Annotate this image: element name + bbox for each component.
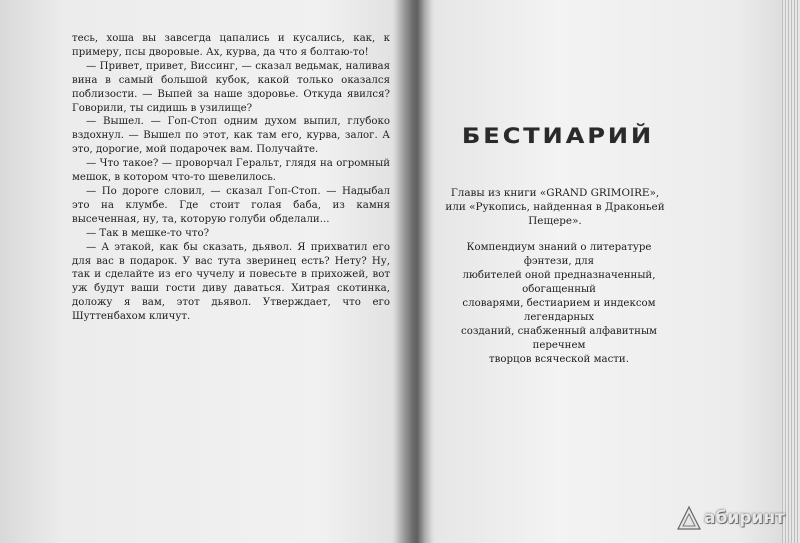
chapter-subtitle: [440, 186, 670, 228]
paragraph: — Так в мешке-то что?: [86, 227, 210, 239]
summary-line: созданий, снабженный алфавитным перечнем: [461, 326, 657, 351]
summary-line: словарями, бестиарием и индексом легендарных: [462, 298, 656, 323]
summary-line: любителей оной предназначенный, обогащенный: [462, 270, 656, 295]
paragraph: — По дороге словил, — сказал Гоп-Стоп. — Надыбал это на клумбе. Где стоит голая баба, из камня высеченная, ну, та, которую голуби обделали...: [72, 185, 390, 225]
page-edges: [782, 0, 800, 543]
labirint-logo-icon: [676, 505, 702, 531]
subtitle-line: или «Рукопись, найденная в Драконьей Пещере».: [445, 201, 665, 227]
summary-line: творцов всяческой масти.: [489, 354, 629, 365]
paragraph: — Вышел. — Гоп-Стоп одним духом выпил, глубоко вздохнул. — Вышел по этот, как там его, курва, залог. А это, дорогие, мой подарочек вам. Получайте.: [72, 116, 390, 156]
labirint-watermark: [676, 503, 796, 533]
summary-line: Компендиум знаний о литературе фэнтези, для: [466, 242, 652, 267]
paragraph: — Что такое? — проворчал Геральт, глядя на огромный мешок, в котором что-то шевелилось.: [72, 158, 390, 184]
left-page-text: [72, 32, 390, 324]
book-gutter: [395, 0, 435, 543]
chapter-summary: [446, 241, 672, 367]
paragraph: — Привет, привет, Виссинг, — сказал ведьмак, наливая вина в самый большой кубок, какой только оказался поблизости. — Выпей за наше здоровье. Откуда явился? Говорили, ты сидишь в узилище?: [72, 60, 390, 114]
paragraph: — А этакой, как бы сказать, дьявол. Я прихватил его для вас в подарок. У вас тута зверинец есть? Нету? Ну, так и сделайте из его чучелу и повесьте в прихожей, вот уж будут ваши гости диву даваться. Хитрая скотинка, доложу я вам, этот дьявол. Утверждает, что его Шуттенбахом кличут.: [72, 241, 390, 323]
chapter-title: БЕСТИАРИЙ: [462, 123, 655, 149]
watermark-text: абиринт: [704, 508, 785, 528]
paragraph: тесь, хоша вы завсегда цапались и кусались, как, к примеру, псы дворовые. Ах, курва, да что я болтаю-то!: [72, 33, 390, 58]
subtitle-line: Главы из книги «GRAND GRIMOIRE»,: [450, 187, 660, 199]
